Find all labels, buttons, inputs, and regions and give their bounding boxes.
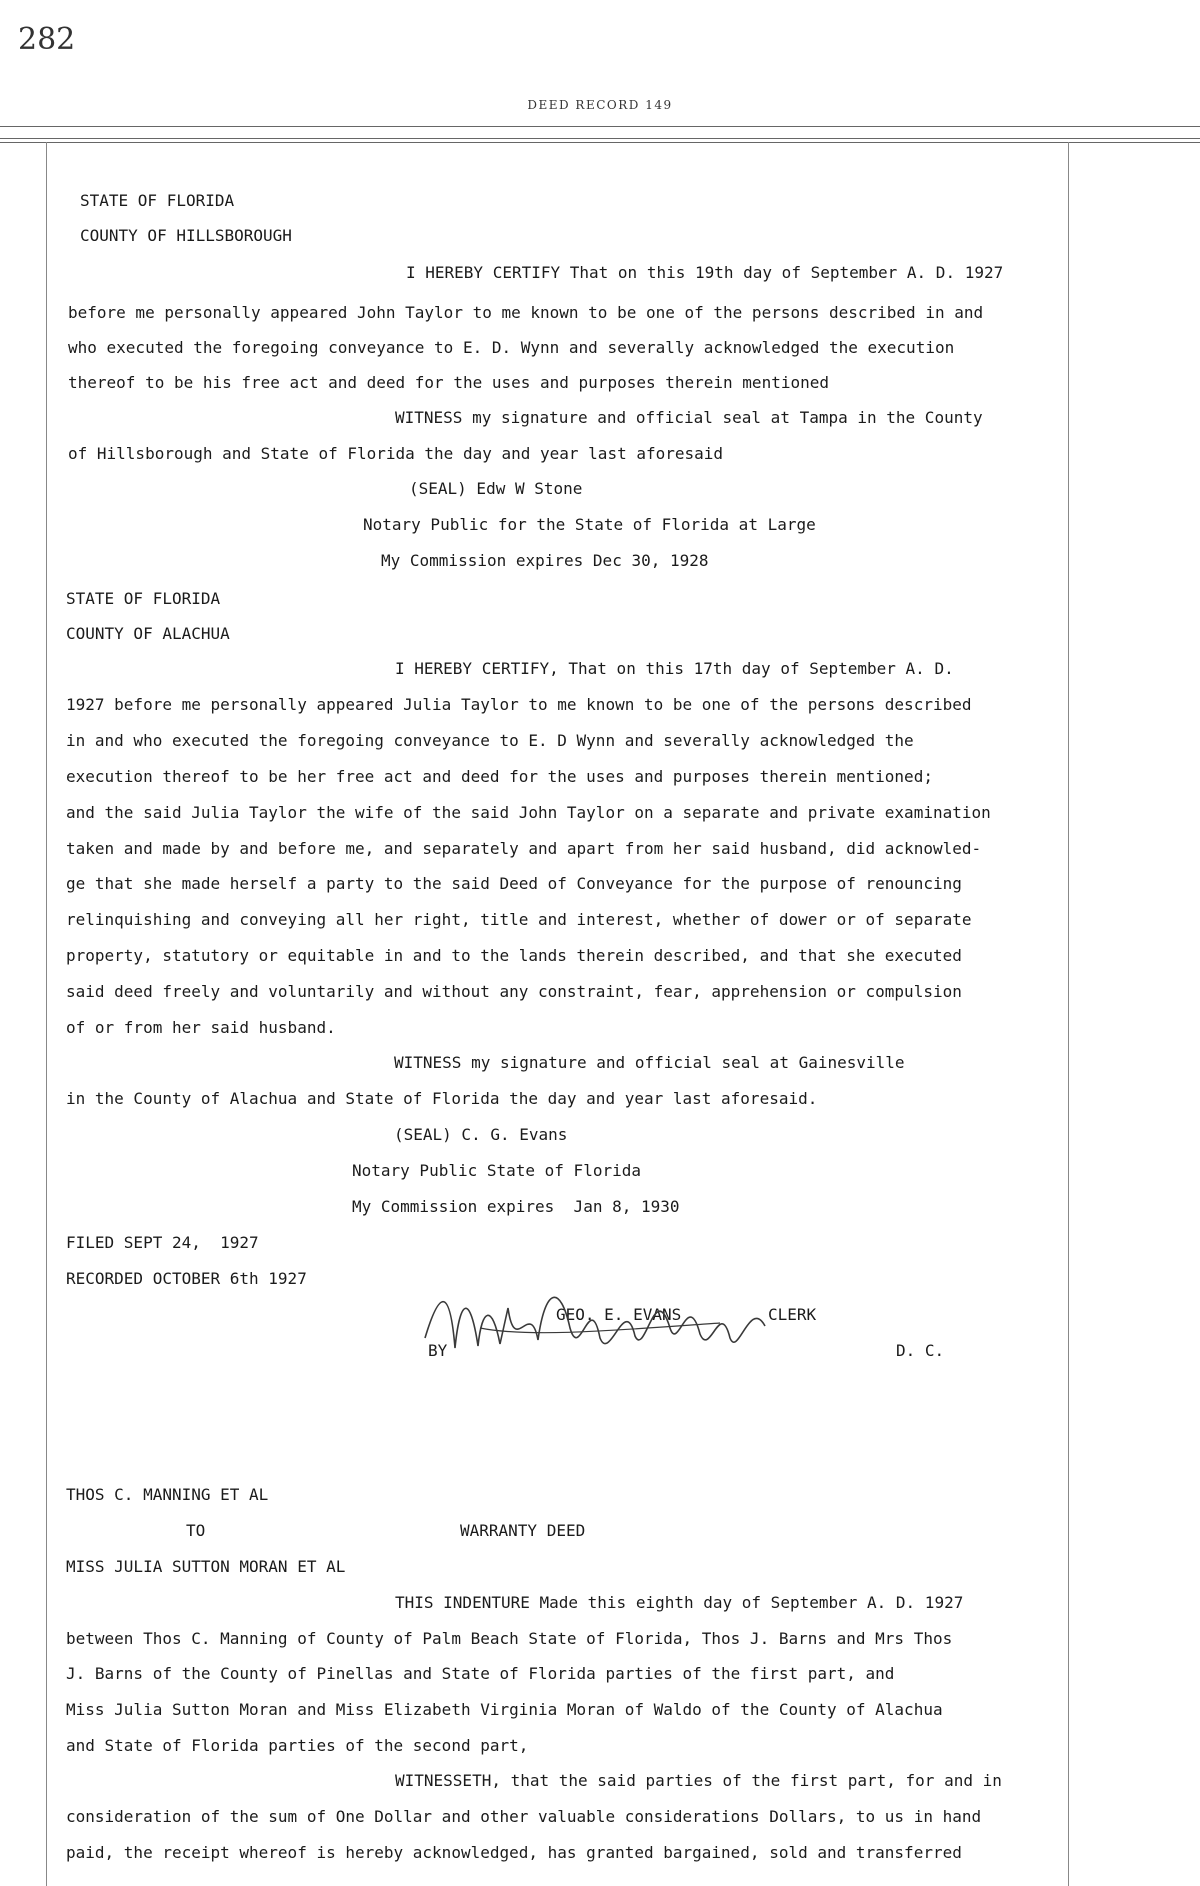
deed-line: WITNESSETH, that the said parties of the first part, for and in xyxy=(395,1771,1002,1790)
handwritten-signature xyxy=(420,1268,790,1378)
deed-grantee: MISS JULIA SUTTON MORAN ET AL xyxy=(66,1557,346,1576)
ack2-line: property, statutory or equitable in and to the lands therein described, and that she executed xyxy=(66,946,962,965)
ack2-line: said deed freely and voluntarily and without any constraint, fear, apprehension or compulsion xyxy=(66,982,962,1001)
ack1-line: WITNESS my signature and official seal at Tampa in the County xyxy=(395,408,983,427)
deed-to: TO xyxy=(186,1521,206,1540)
ack2-line: in the County of Alachua and State of Florida the day and year last aforesaid. xyxy=(66,1089,818,1108)
ack2-seal-signature: (SEAL) C. G. Evans xyxy=(394,1125,568,1144)
ack2-notary-title: Notary Public State of Florida xyxy=(352,1161,641,1180)
ack1-county: COUNTY OF HILLSBOROUGH xyxy=(80,226,292,245)
deed-line: Miss Julia Sutton Moran and Miss Elizabeth Virginia Moran of Waldo of the County of Alachua xyxy=(66,1700,943,1719)
deed-line: THIS INDENTURE Made this eighth day of September A. D. 1927 xyxy=(395,1593,964,1612)
recorded-date: RECORDED OCTOBER 6th 1927 xyxy=(66,1269,307,1288)
by-label: BY xyxy=(428,1341,448,1360)
deed-line: J. Barns of the County of Pinellas and State of Florida parties of the first part, and xyxy=(66,1664,895,1683)
filed-date: FILED SEPT 24, 1927 xyxy=(66,1233,259,1252)
deputy-clerk-label: D. C. xyxy=(896,1341,945,1360)
deed-line: between Thos C. Manning of County of Palm Beach State of Florida, Thos J. Barns and Mrs Thos xyxy=(66,1629,953,1648)
deed-grantor: THOS C. MANNING ET AL xyxy=(66,1485,269,1504)
ack1-line: who executed the foregoing conveyance to E. D. Wynn and severally acknowledged the execution xyxy=(68,338,955,357)
page-header: DEED RECORD 149 xyxy=(527,98,673,112)
ack2-county: COUNTY OF ALACHUA xyxy=(66,624,230,643)
ack2-line: taken and made by and before me, and separately and apart from her said husband, did acknowled- xyxy=(66,839,982,858)
deed-line: and State of Florida parties of the second part, xyxy=(66,1736,529,1755)
ack2-line: of or from her said husband. xyxy=(66,1018,336,1037)
clerk-title: CLERK xyxy=(768,1305,817,1324)
ack2-line: ge that she made herself a party to the said Deed of Conveyance for the purpose of renouncing xyxy=(66,874,962,893)
ack1-state: STATE OF FLORIDA xyxy=(80,191,235,210)
deed-line: consideration of the sum of One Dollar and other valuable considerations Dollars, to us in hand xyxy=(66,1807,982,1826)
deed-title: WARRANTY DEED xyxy=(460,1521,586,1540)
ack2-line: and the said Julia Taylor the wife of the said John Taylor on a separate and private examination xyxy=(66,803,991,822)
ack2-line: in and who executed the foregoing conveyance to E. D Wynn and severally acknowledged the xyxy=(66,731,914,750)
ack2-line: 1927 before me personally appeared Julia Taylor to me known to be one of the persons described xyxy=(66,695,972,714)
ack2-line: WITNESS my signature and official seal at Gainesville xyxy=(394,1053,905,1072)
page-number: 282 xyxy=(18,22,76,57)
ack2-commission: My Commission expires Jan 8, 1930 xyxy=(352,1197,680,1216)
ack1-line: I HEREBY CERTIFY That on this 19th day of September A. D. 1927 xyxy=(406,263,1004,282)
ack1-line: before me personally appeared John Taylor to me known to be one of the persons described in and xyxy=(68,303,984,322)
ack2-state: STATE OF FLORIDA xyxy=(66,589,221,608)
ack1-commission: My Commission expires Dec 30, 1928 xyxy=(381,551,709,570)
deed-line: paid, the receipt whereof is hereby acknowledged, has granted bargained, sold and transferred xyxy=(66,1843,962,1862)
ack2-line: relinquishing and conveying all her right, title and interest, whether of dower or of separate xyxy=(66,910,972,929)
ack1-line: thereof to be his free act and deed for the uses and purposes therein mentioned xyxy=(68,373,829,392)
ack1-notary-title: Notary Public for the State of Florida at Large xyxy=(363,515,816,534)
ack2-line: execution thereof to be her free act and deed for the uses and purposes therein mentioned; xyxy=(66,767,933,786)
ack2-line: I HEREBY CERTIFY, That on this 17th day of September A. D. xyxy=(395,659,954,678)
ack1-line: of Hillsborough and State of Florida the day and year last aforesaid xyxy=(68,444,724,463)
clerk-name: GEO. E. EVANS xyxy=(556,1305,682,1324)
ack1-seal-signature: (SEAL) Edw W Stone xyxy=(409,479,583,498)
